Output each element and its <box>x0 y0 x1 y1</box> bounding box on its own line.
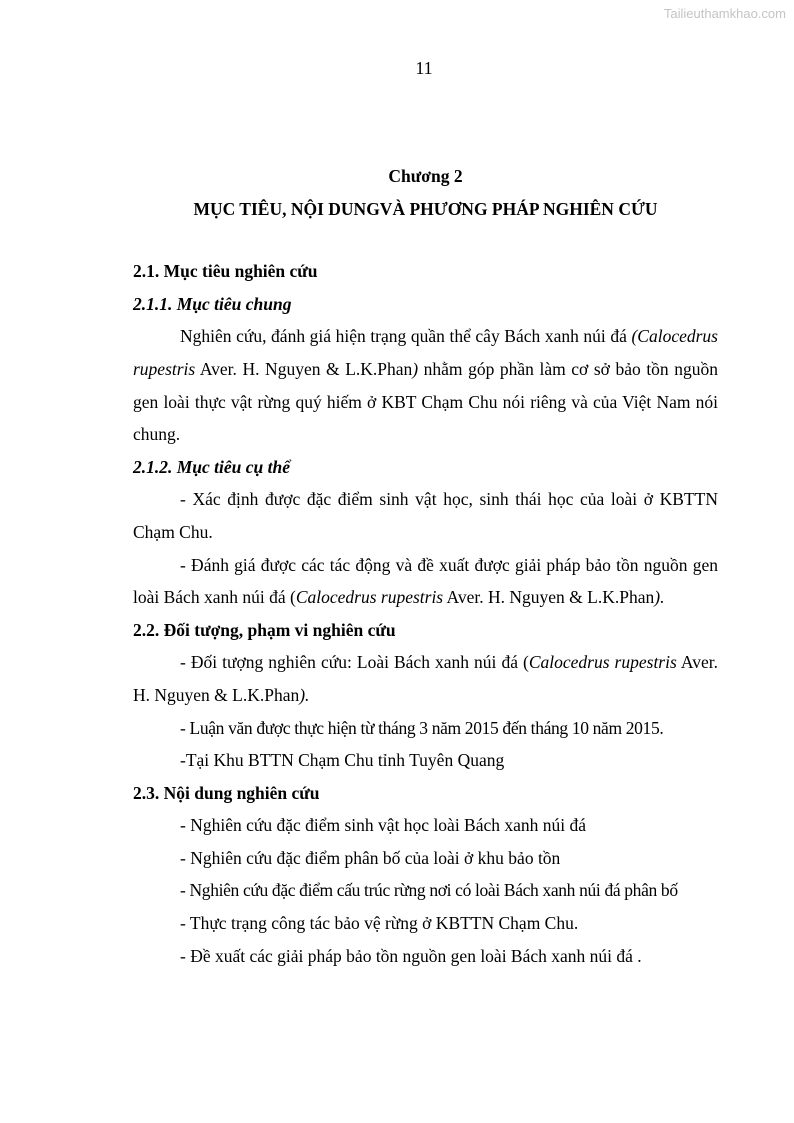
text-run: - Đánh giá được các tác động và đề xuất được giải pháp bảo tồn nguồn gen loài Bách xanh núi đá ( <box>133 554 718 608</box>
paragraph-research-subject <box>133 646 718 711</box>
section-heading-2-3: 2.3. Nội dung nghiên cứu <box>133 782 320 803</box>
page-number: 11 <box>415 58 433 78</box>
text-run: - Đối tượng nghiên cứu: Loài Bách xanh núi đá ( <box>180 652 529 673</box>
scientific-name: (Calocedrus rupestris <box>133 326 718 379</box>
subsection-heading-2-1-2: 2.1.2. Mục tiêu cụ thể <box>133 456 291 477</box>
chapter-label: Chương 2 <box>388 166 463 186</box>
text-run: nhằm góp phần làm cơ sở bảo tồn nguồn gen loài thực vật rừng quý hiếm ở KBT Chạm Chu nói riêng và của Việt Nam nói chung. <box>133 358 718 445</box>
list-item: - Nghiên cứu đặc điểm cấu trúc rừng nơi có loài Bách xanh núi đá phân bố <box>180 880 678 901</box>
list-item: - Đề xuất các giải pháp bảo tồn nguồn gen loài Bách xanh núi đá . <box>180 945 642 966</box>
document-body <box>133 160 718 972</box>
section-heading-2-1: 2.1. Mục tiêu nghiên cứu <box>133 261 318 282</box>
text-run: Aver. H. Nguyen & L.K.Phan <box>133 652 718 705</box>
watermark: Tailieuthamkhao.com <box>663 6 786 21</box>
text-run: ) <box>412 358 419 379</box>
paragraph-research-location: -Tại Khu BTTN Chạm Chu tỉnh Tuyên Quang <box>180 750 505 771</box>
subsection-heading-2-1-1: 2.1.1. Mục tiêu chung <box>133 293 292 314</box>
paragraph-specific-objective-1: - Xác định được đặc điểm sinh vật học, sinh thái học của loài ở KBTTN Chạm Chu. <box>133 489 718 542</box>
list-item: - Nghiên cứu đặc điểm sinh vật học loài Bách xanh núi đá <box>180 815 587 836</box>
paragraph-research-time: - Luận văn được thực hiện từ tháng 3 năm 2015 đến tháng 10 năm 2015. <box>180 717 664 738</box>
text-run: ). <box>654 587 665 608</box>
text-run: ). <box>299 684 310 705</box>
text-run: Aver. H. Nguyen & L.K.Phan <box>443 587 655 608</box>
text-run: Nghiên cứu, đánh giá hiện trạng quần thể cây Bách xanh núi đá <box>180 326 632 347</box>
text-run: Aver. H. Nguyen & L.K.Phan <box>195 358 413 379</box>
list-item: - Thực trạng công tác bảo vệ rừng ở KBTTN Chạm Chu. <box>180 913 579 934</box>
paragraph-specific-objective-2 <box>133 549 718 614</box>
section-heading-2-2: 2.2. Đối tượng, phạm vi nghiên cứu <box>133 619 396 640</box>
paragraph-general-objective <box>133 320 718 450</box>
scientific-name: Calocedrus rupestris <box>295 587 444 608</box>
list-item: - Nghiên cứu đặc điểm phân bố của loài ở khu bảo tồn <box>180 847 561 868</box>
scientific-name: Calocedrus rupestris <box>528 652 677 673</box>
chapter-title: MỤC TIÊU, NỘI DUNGVÀ PHƯƠNG PHÁP NGHIÊN CỨU <box>193 198 658 219</box>
